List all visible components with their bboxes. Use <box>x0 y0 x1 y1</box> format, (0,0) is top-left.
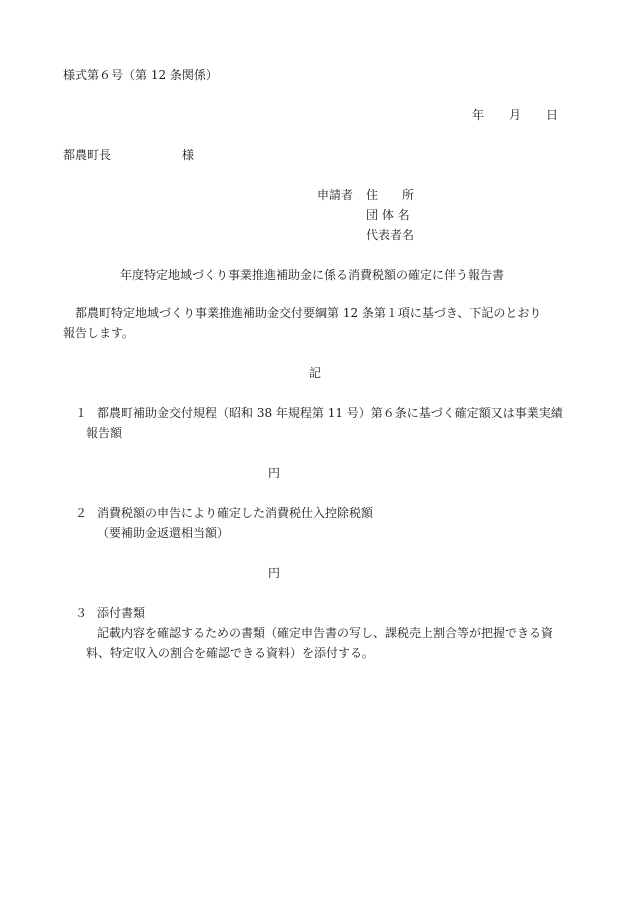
date-month: 月 <box>509 108 522 122</box>
item-3-line-3: 料、特定収入の割合を確認できる資料）を添付する。 <box>86 646 375 660</box>
date-year: 年 <box>472 108 485 122</box>
item-2-line-1: 消費税額の申告により確定した消費税仕入控除税額 <box>97 506 374 520</box>
addressee-name: 都農町長 <box>63 148 112 162</box>
item-3-line-2: 記載内容を確認するための書類（確定申告書の写し、課税売上割合等が把握できる資 <box>97 626 554 640</box>
item-2-unit: 円 <box>268 566 281 580</box>
applicant-address-label: 住 所 <box>366 188 415 202</box>
ki-heading: 記 <box>309 366 322 380</box>
item-1-number: １ <box>75 406 88 420</box>
form-number: 様式第６号（第 12 条関係） <box>63 68 218 82</box>
applicant-rep-label: 代表者名 <box>366 228 415 242</box>
date-day: 日 <box>546 108 559 122</box>
item-1-line-2: 報告額 <box>86 426 123 440</box>
body-line-2: 報告します。 <box>63 326 135 340</box>
applicant-label: 申請者 <box>317 188 354 202</box>
item-3-line-1: 添付書類 <box>97 606 146 620</box>
item-1-unit: 円 <box>268 466 281 480</box>
item-2-number: ２ <box>75 506 88 520</box>
document-title: 年度特定地域づくり事業推進補助金に係る消費税額の確定に伴う報告書 <box>120 268 505 282</box>
item-2-line-2: （要補助金返還相当額） <box>97 526 230 540</box>
item-3-number: ３ <box>75 606 88 620</box>
addressee-suffix: 様 <box>182 148 195 162</box>
applicant-group-label: 団 体 名 <box>366 208 410 222</box>
body-line-1: 都農町特定地域づくり事業推進補助金交付要綱第 12 条第１項に基づき、下記のとおり <box>75 306 542 320</box>
item-1-line-1: 都農町補助金交付規程（昭和 38 年規程第 11 号）第６条に基づく確定額又は事業実績 <box>97 406 563 420</box>
